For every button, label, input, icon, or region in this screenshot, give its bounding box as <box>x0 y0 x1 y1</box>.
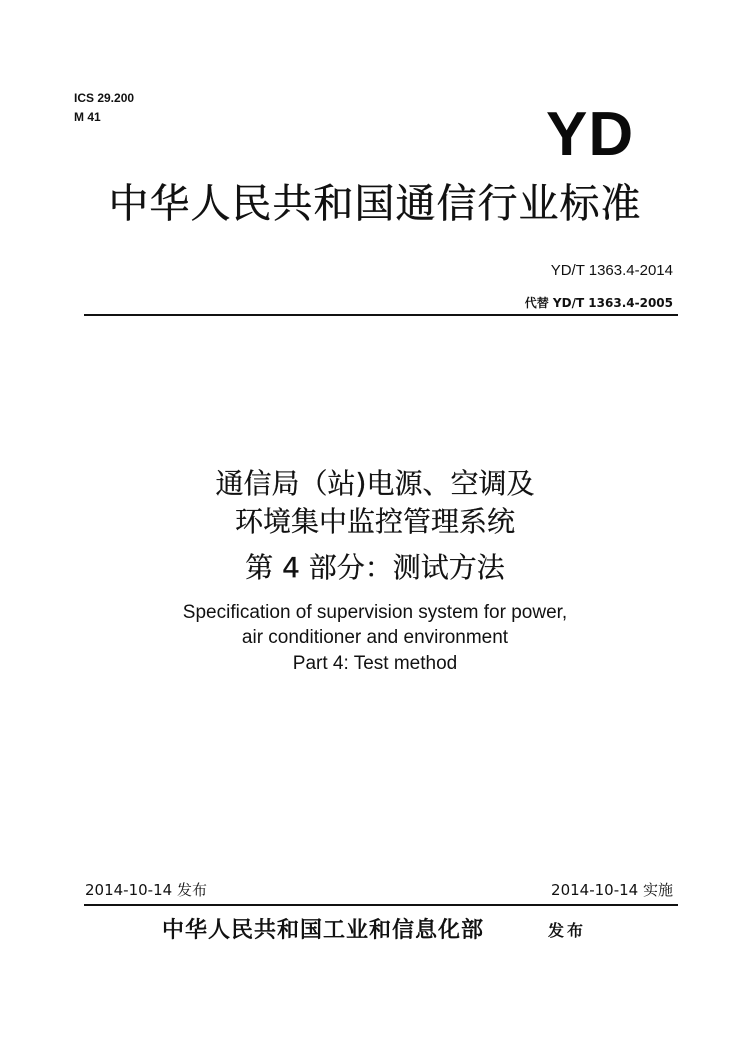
standard-title: 中华人民共和国通信行业标准 <box>108 181 642 227</box>
bottom-rule <box>84 904 678 906</box>
ics-code: ICS 29.200 <box>74 91 135 105</box>
cn-title-line-1: 通信局（站)电源、空调及 <box>215 467 535 500</box>
issue-date: 2014-10-14 发布 <box>85 881 207 899</box>
ccs-code: M 41 <box>74 110 101 124</box>
replaces-code: 代替 YD/T 1363.4-2005 <box>524 296 673 310</box>
yd-logo: YD <box>546 100 635 169</box>
en-title-line-2: air conditioner and environment <box>241 627 509 648</box>
cn-title-line-3: 第 4 部分：测试方法 <box>245 551 505 584</box>
en-title-line-3: Part 4: Test method <box>292 653 458 674</box>
cn-title-line-2: 环境集中监控管理系统 <box>234 505 515 538</box>
implementation-date: 2014-10-14 实施 <box>551 881 673 899</box>
standard-code: YD/T 1363.4-2014 <box>550 262 673 279</box>
top-rule <box>84 314 678 316</box>
en-title-line-1: Specification of supervision system for power, <box>182 602 568 623</box>
publish-label: 发布 <box>548 921 587 940</box>
publisher-name: 中华人民共和国工业和信息化部 <box>162 917 485 943</box>
